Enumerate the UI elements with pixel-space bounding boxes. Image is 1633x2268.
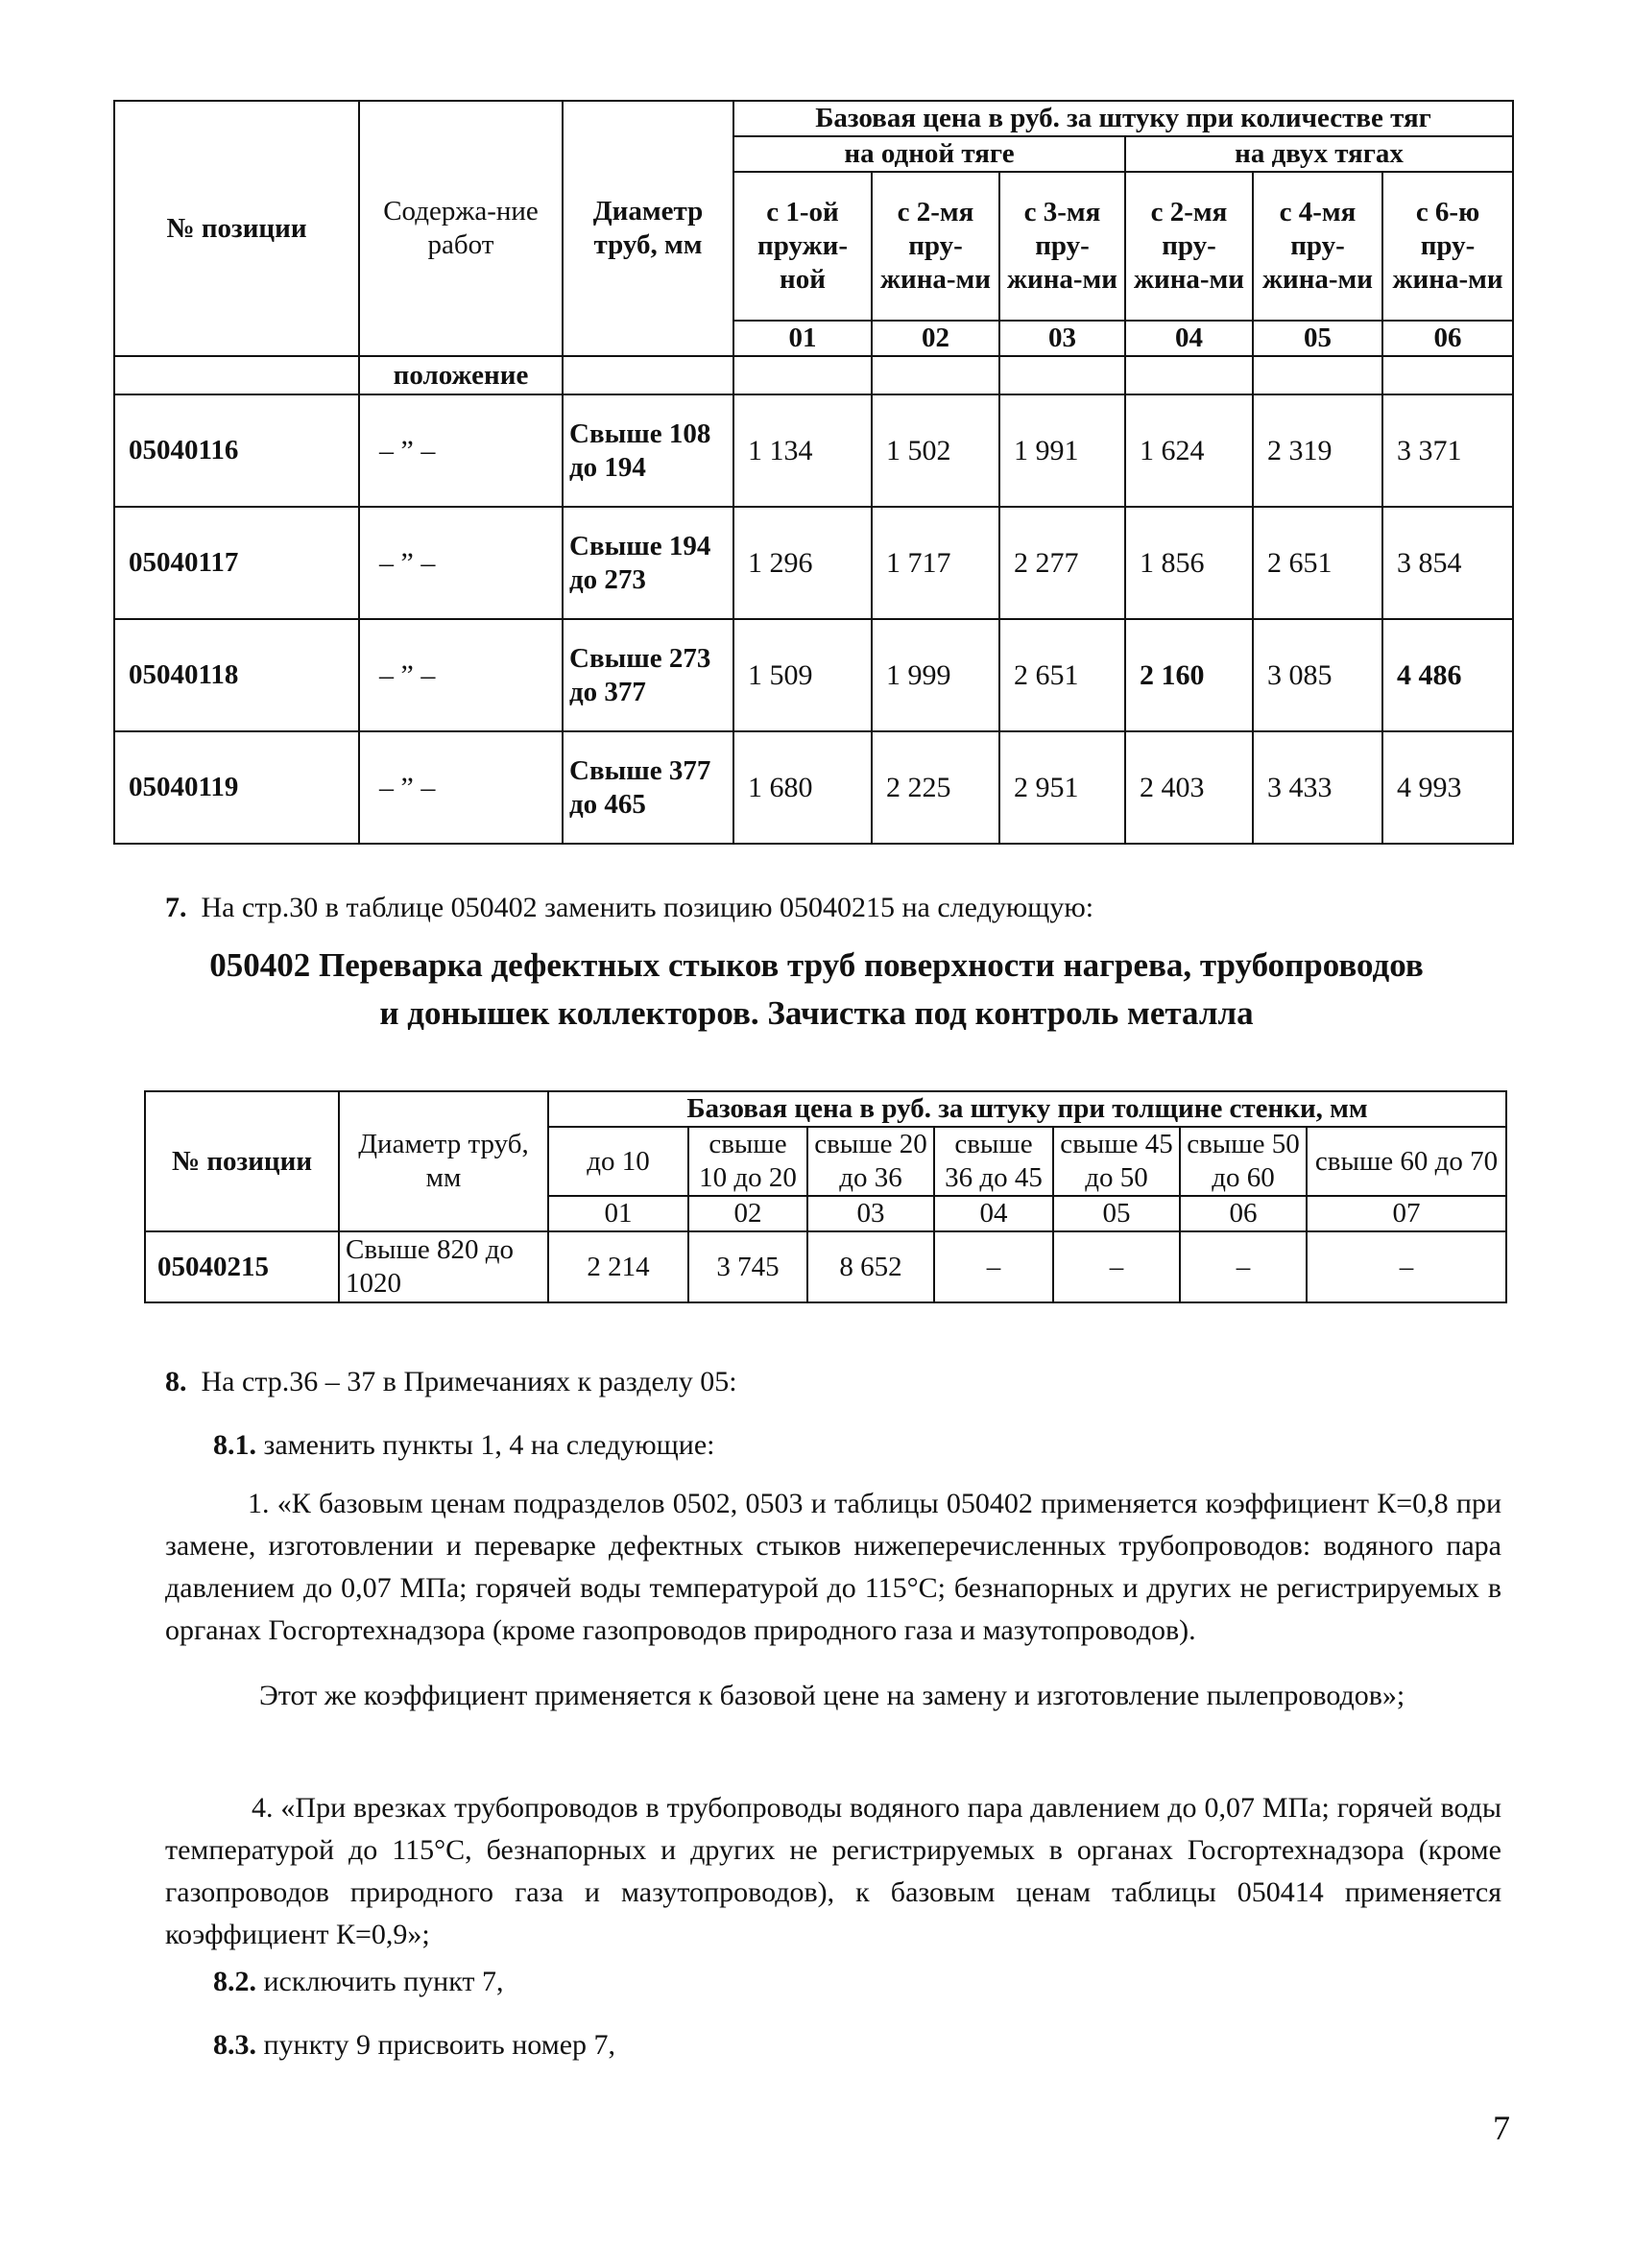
item-8-1-number: 8.1.	[213, 1429, 256, 1461]
header-code-3: 03	[807, 1196, 934, 1231]
row-value: 2 160	[1125, 619, 1253, 731]
header-sub-7: свыше 60 до 70	[1307, 1127, 1506, 1196]
row-value: 1 509	[733, 619, 872, 731]
header-sub-5: свыше 45 до 50	[1053, 1127, 1180, 1196]
header-group-two: на двух тягах	[1125, 136, 1513, 172]
row-diameter: Свыше 273 до 377	[563, 619, 733, 731]
header-code-3: 03	[999, 321, 1125, 356]
row-value: –	[1180, 1231, 1307, 1302]
header-code-4: 04	[934, 1196, 1053, 1231]
row-value: 1 856	[1125, 507, 1253, 619]
item-8-3-number: 8.3.	[213, 2029, 256, 2061]
row-value: 2 403	[1125, 731, 1253, 844]
row-value: 1 134	[733, 394, 872, 507]
row-value: 1 502	[872, 394, 999, 507]
item-8-number: 8.	[165, 1366, 187, 1397]
header-code-5: 05	[1253, 321, 1382, 356]
section-heading-line2: и донышек коллекторов. Зачистка под контроль металла	[379, 994, 1254, 1032]
header-diameter: Диаметр труб, мм	[339, 1091, 548, 1231]
item-8-3	[213, 2024, 615, 2066]
item-7	[165, 887, 1093, 929]
item-8-2-text: исключить пункт 7,	[263, 1966, 504, 1997]
item-8	[165, 1361, 737, 1403]
header-code-2: 02	[872, 321, 999, 356]
row-value: –	[1307, 1231, 1506, 1302]
row-value: 2 319	[1253, 394, 1382, 507]
item-8-1	[213, 1424, 714, 1467]
header-sub-2: с 2-мя пру-жина-ми	[872, 172, 999, 321]
header-sub-4: свыше 36 до 45	[934, 1127, 1053, 1196]
row-work: – ” –	[359, 394, 563, 507]
row-value: 1 624	[1125, 394, 1253, 507]
row-value: 4 486	[1382, 619, 1513, 731]
table-row	[145, 1231, 1506, 1302]
header-price-title: Базовая цена в руб. за штуку при толщине стенки, мм	[548, 1091, 1506, 1127]
row-value: 1 991	[999, 394, 1125, 507]
header-price-title: Базовая цена в руб. за штуку при количестве тяг	[733, 101, 1513, 136]
row-value: 1 296	[733, 507, 872, 619]
header-code-1: 01	[548, 1196, 688, 1231]
row-value: 2 225	[872, 731, 999, 844]
header-sub-6: свыше 50 до 60	[1180, 1127, 1307, 1196]
row-value: 2 651	[1253, 507, 1382, 619]
row-code: 05040215	[145, 1231, 339, 1302]
row-value: 3 085	[1253, 619, 1382, 731]
item-7-text: На стр.30 в таблице 050402 заменить позицию 05040215 на следующую:	[201, 892, 1094, 923]
row-value: 2 951	[999, 731, 1125, 844]
header-sub-2: свыше 10 до 20	[688, 1127, 807, 1196]
price-table-wall-thickness	[144, 1090, 1507, 1303]
table-row	[114, 394, 1513, 507]
header-sub-3: с 3-мя пру-жина-ми	[999, 172, 1125, 321]
section-heading-line1: 050402 Переварка дефектных стыков труб поверхности нагрева, трубопроводов	[209, 946, 1424, 984]
note-4-paragraph: 4. «При врезках трубопроводов в трубопроводы водяного пара давлением до 0,07 МПа; горячей воды температурой до 115°С, безнапорных и других не регистрируемых в органах Госгортехнадзора (кроме газопроводов природного газа и мазутопроводов), к базовым ценам таблицы 050414 применяется коэффициент К=0,9»;	[165, 1792, 1501, 1950]
row-value: 3 433	[1253, 731, 1382, 844]
row-diameter: Свыше 377 до 465	[563, 731, 733, 844]
header-sub-6: с 6-ю пру-жина-ми	[1382, 172, 1513, 321]
row-value: 4 993	[1382, 731, 1513, 844]
item-7-number: 7.	[165, 892, 187, 923]
row-value: 1 680	[733, 731, 872, 844]
header-code-6: 06	[1180, 1196, 1307, 1231]
price-table-springs	[113, 100, 1514, 845]
row-value: 2 277	[999, 507, 1125, 619]
row-code: 05040116	[114, 394, 359, 507]
header-diameter: Диаметр труб, мм	[563, 101, 733, 356]
row-value: 2 214	[548, 1231, 688, 1302]
header-code-4: 04	[1125, 321, 1253, 356]
table-row	[114, 507, 1513, 619]
header-group-one: на одной тяге	[733, 136, 1125, 172]
header-sub-5: с 4-мя пру-жина-ми	[1253, 172, 1382, 321]
row-diameter: Свыше 108 до 194	[563, 394, 733, 507]
item-8-3-text: пункту 9 присвоить номер 7,	[263, 2029, 616, 2061]
header-code-6: 06	[1382, 321, 1513, 356]
row-work: – ” –	[359, 507, 563, 619]
table-row	[114, 619, 1513, 731]
item-8-2-number: 8.2.	[213, 1966, 256, 1997]
row-code: 05040117	[114, 507, 359, 619]
row-value: 3 371	[1382, 394, 1513, 507]
row-code: 05040118	[114, 619, 359, 731]
header-code-7: 07	[1307, 1196, 1506, 1231]
note-1-paragraph: 1. «К базовым ценам подразделов 0502, 0503 и таблицы 050402 применяется коэффициент К=0,8 при замене, изготовлении и переварке дефектных стыков нижеперечисленных трубопроводов: водяного пара давлением до 0,07 МПа; горячей воды температурой до 115°С; безнапорных и других не регистрируемых в органах Госгортехнадзора (кроме газопроводов природного газа и мазутопроводов).	[165, 1488, 1501, 1646]
header-code-2: 02	[688, 1196, 807, 1231]
table-row	[114, 731, 1513, 844]
header-sub-1: с 1-ой пружи-ной	[733, 172, 872, 321]
page-number: 7	[1493, 2109, 1510, 2147]
row-value: 8 652	[807, 1231, 934, 1302]
header-position: № позиции	[114, 101, 359, 356]
row-value: 1 999	[872, 619, 999, 731]
item-8-text: На стр.36 – 37 в Примечаниях к разделу 05:	[201, 1366, 737, 1397]
note-1-continuation: Этот же коэффициент применяется к базовой цене на замену и изготовление пылепроводов»;	[259, 1680, 1405, 1711]
row-work: – ” –	[359, 619, 563, 731]
row-code: 05040119	[114, 731, 359, 844]
header-sub-3: свыше 20 до 36	[807, 1127, 934, 1196]
row-value: 3 854	[1382, 507, 1513, 619]
row-value: –	[934, 1231, 1053, 1302]
header-sub-1: до 10	[548, 1127, 688, 1196]
header-sub-4: с 2-мя пру-жина-ми	[1125, 172, 1253, 321]
item-8-2	[213, 1961, 504, 2003]
header-code-1: 01	[733, 321, 872, 356]
row-diameter: Свыше 820 до 1020	[339, 1231, 548, 1302]
header-work: Содержа-ние работ	[359, 101, 563, 356]
item-8-1-text: заменить пункты 1, 4 на следующие:	[263, 1429, 715, 1461]
continuation-label: положение	[359, 356, 563, 394]
row-value: 3 745	[688, 1231, 807, 1302]
header-code-5: 05	[1053, 1196, 1180, 1231]
row-diameter: Свыше 194 до 273	[563, 507, 733, 619]
header-position: № позиции	[145, 1091, 339, 1231]
row-value: 2 651	[999, 619, 1125, 731]
row-value: 1 717	[872, 507, 999, 619]
row-value: –	[1053, 1231, 1180, 1302]
row-work: – ” –	[359, 731, 563, 844]
continuation-row	[114, 356, 1513, 394]
